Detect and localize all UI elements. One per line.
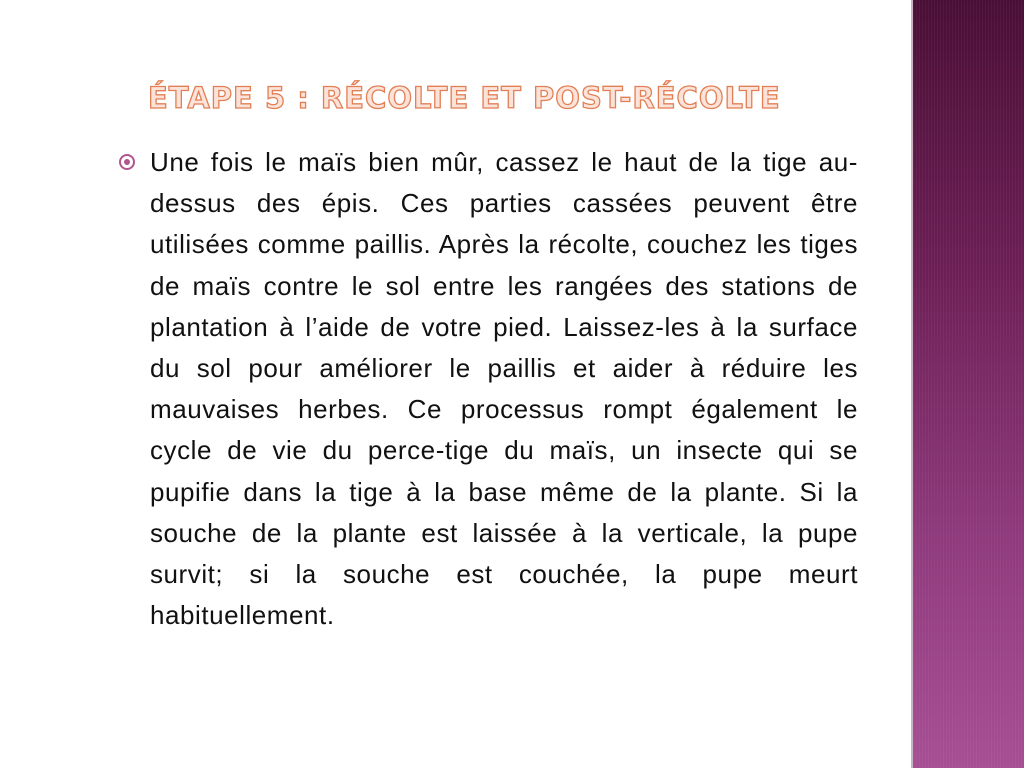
circle-bullet-icon [119,154,135,170]
decorative-side-panel [913,0,1024,768]
slide-title: ÉTAPE 5 : RÉCOLTE ET POST-RÉCOLTE [148,81,781,115]
bullet-paragraph: Une fois le maïs bien mûr, cassez le haut de la tige au-dessus des épis. Ces parties cassées peuvent être utilisées comme paillis. Après la récolte, couchez les tiges de maïs contre le sol entre les rangées des stations de plantation à l’aide de votre pied. Laissez-les à la surface du sol pour améliorer le paillis et aider à réduire les mauvaises herbes. Ce processus rompt également le cycle de vie du perce-tige du maïs, un insecte qui se pupifie dans la tige à la base même de la plante. Si la souche de la plante est laissée à la verticale, la pupe survit; si la souche est couchée, la pupe meurt habituellement. [150,147,858,631]
